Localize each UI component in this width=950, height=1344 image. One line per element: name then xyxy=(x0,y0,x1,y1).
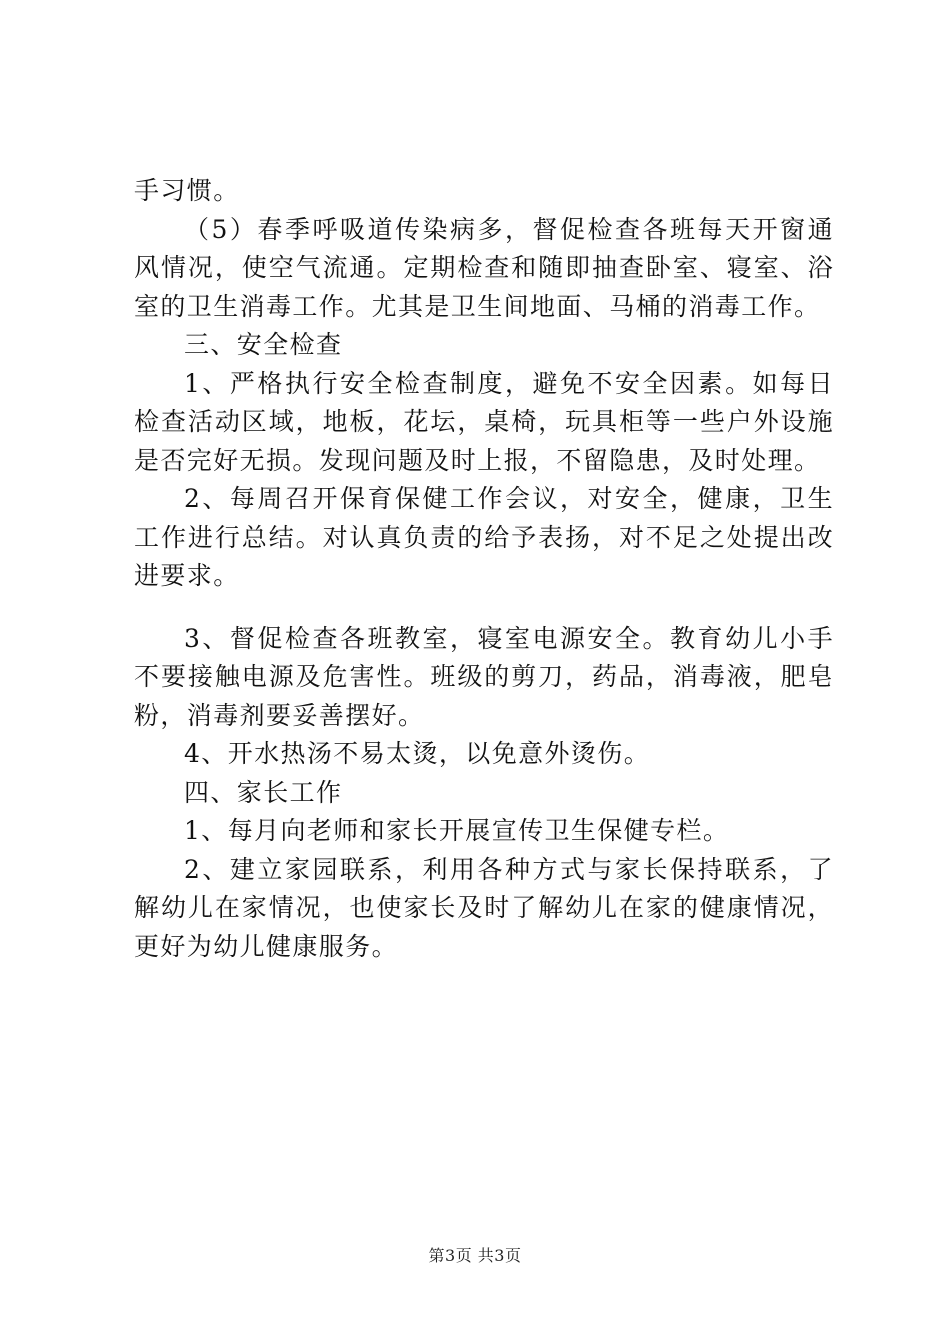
paragraph-parents-1: 1、每月向老师和家长开展宣传卫生保健专栏。 xyxy=(184,816,730,845)
paragraph-safety-4: 4、开水热汤不易太烫，以免意外烫伤。 xyxy=(184,739,651,768)
paragraph-parents-2: 2、建立家园联系，利用各种方式与家长保持联系，了解幼儿在家情况，也使家长及时了解幼儿在家的健康情况，更好为幼儿健康服务。 xyxy=(134,854,834,961)
document-body xyxy=(134,172,834,966)
paragraph-safety-1: 1、严格执行安全检查制度，避免不安全因素。如每日检查活动区域，地板，花坛，桌椅，玩具柜等一些户外设施是否完好无损。发现问题及时上报，不留隐患，及时处理。 xyxy=(134,368,834,475)
paragraph-safety-2: 2、每周召开保育保健工作会议，对安全，健康，卫生工作进行总结。对认真负责的给予表扬，对不足之处提出改进要求。 xyxy=(134,484,834,590)
page-number-footer: 第3页 共3页 xyxy=(428,1246,522,1265)
paragraph-continuation: 手习惯。 xyxy=(134,176,240,205)
paragraph-item-5: （5）春季呼吸道传染病多，督促检查各班每天开窗通风情况，使空气流通。定期检查和随即抽查卧室、寝室、浴室的卫生消毒工作。尤其是卫生间地面、马桶的消毒工作。 xyxy=(134,214,834,321)
section-heading-safety: 三、安全检查 xyxy=(184,330,343,359)
paragraph-safety-3: 3、督促检查各班教室，寝室电源安全。教育幼儿小手不要接触电源及危害性。班级的剪刀，药品，消毒液，肥皂粉，消毒剂要妥善摆好。 xyxy=(134,623,834,730)
section-heading-parents: 四、家长工作 xyxy=(184,777,343,807)
